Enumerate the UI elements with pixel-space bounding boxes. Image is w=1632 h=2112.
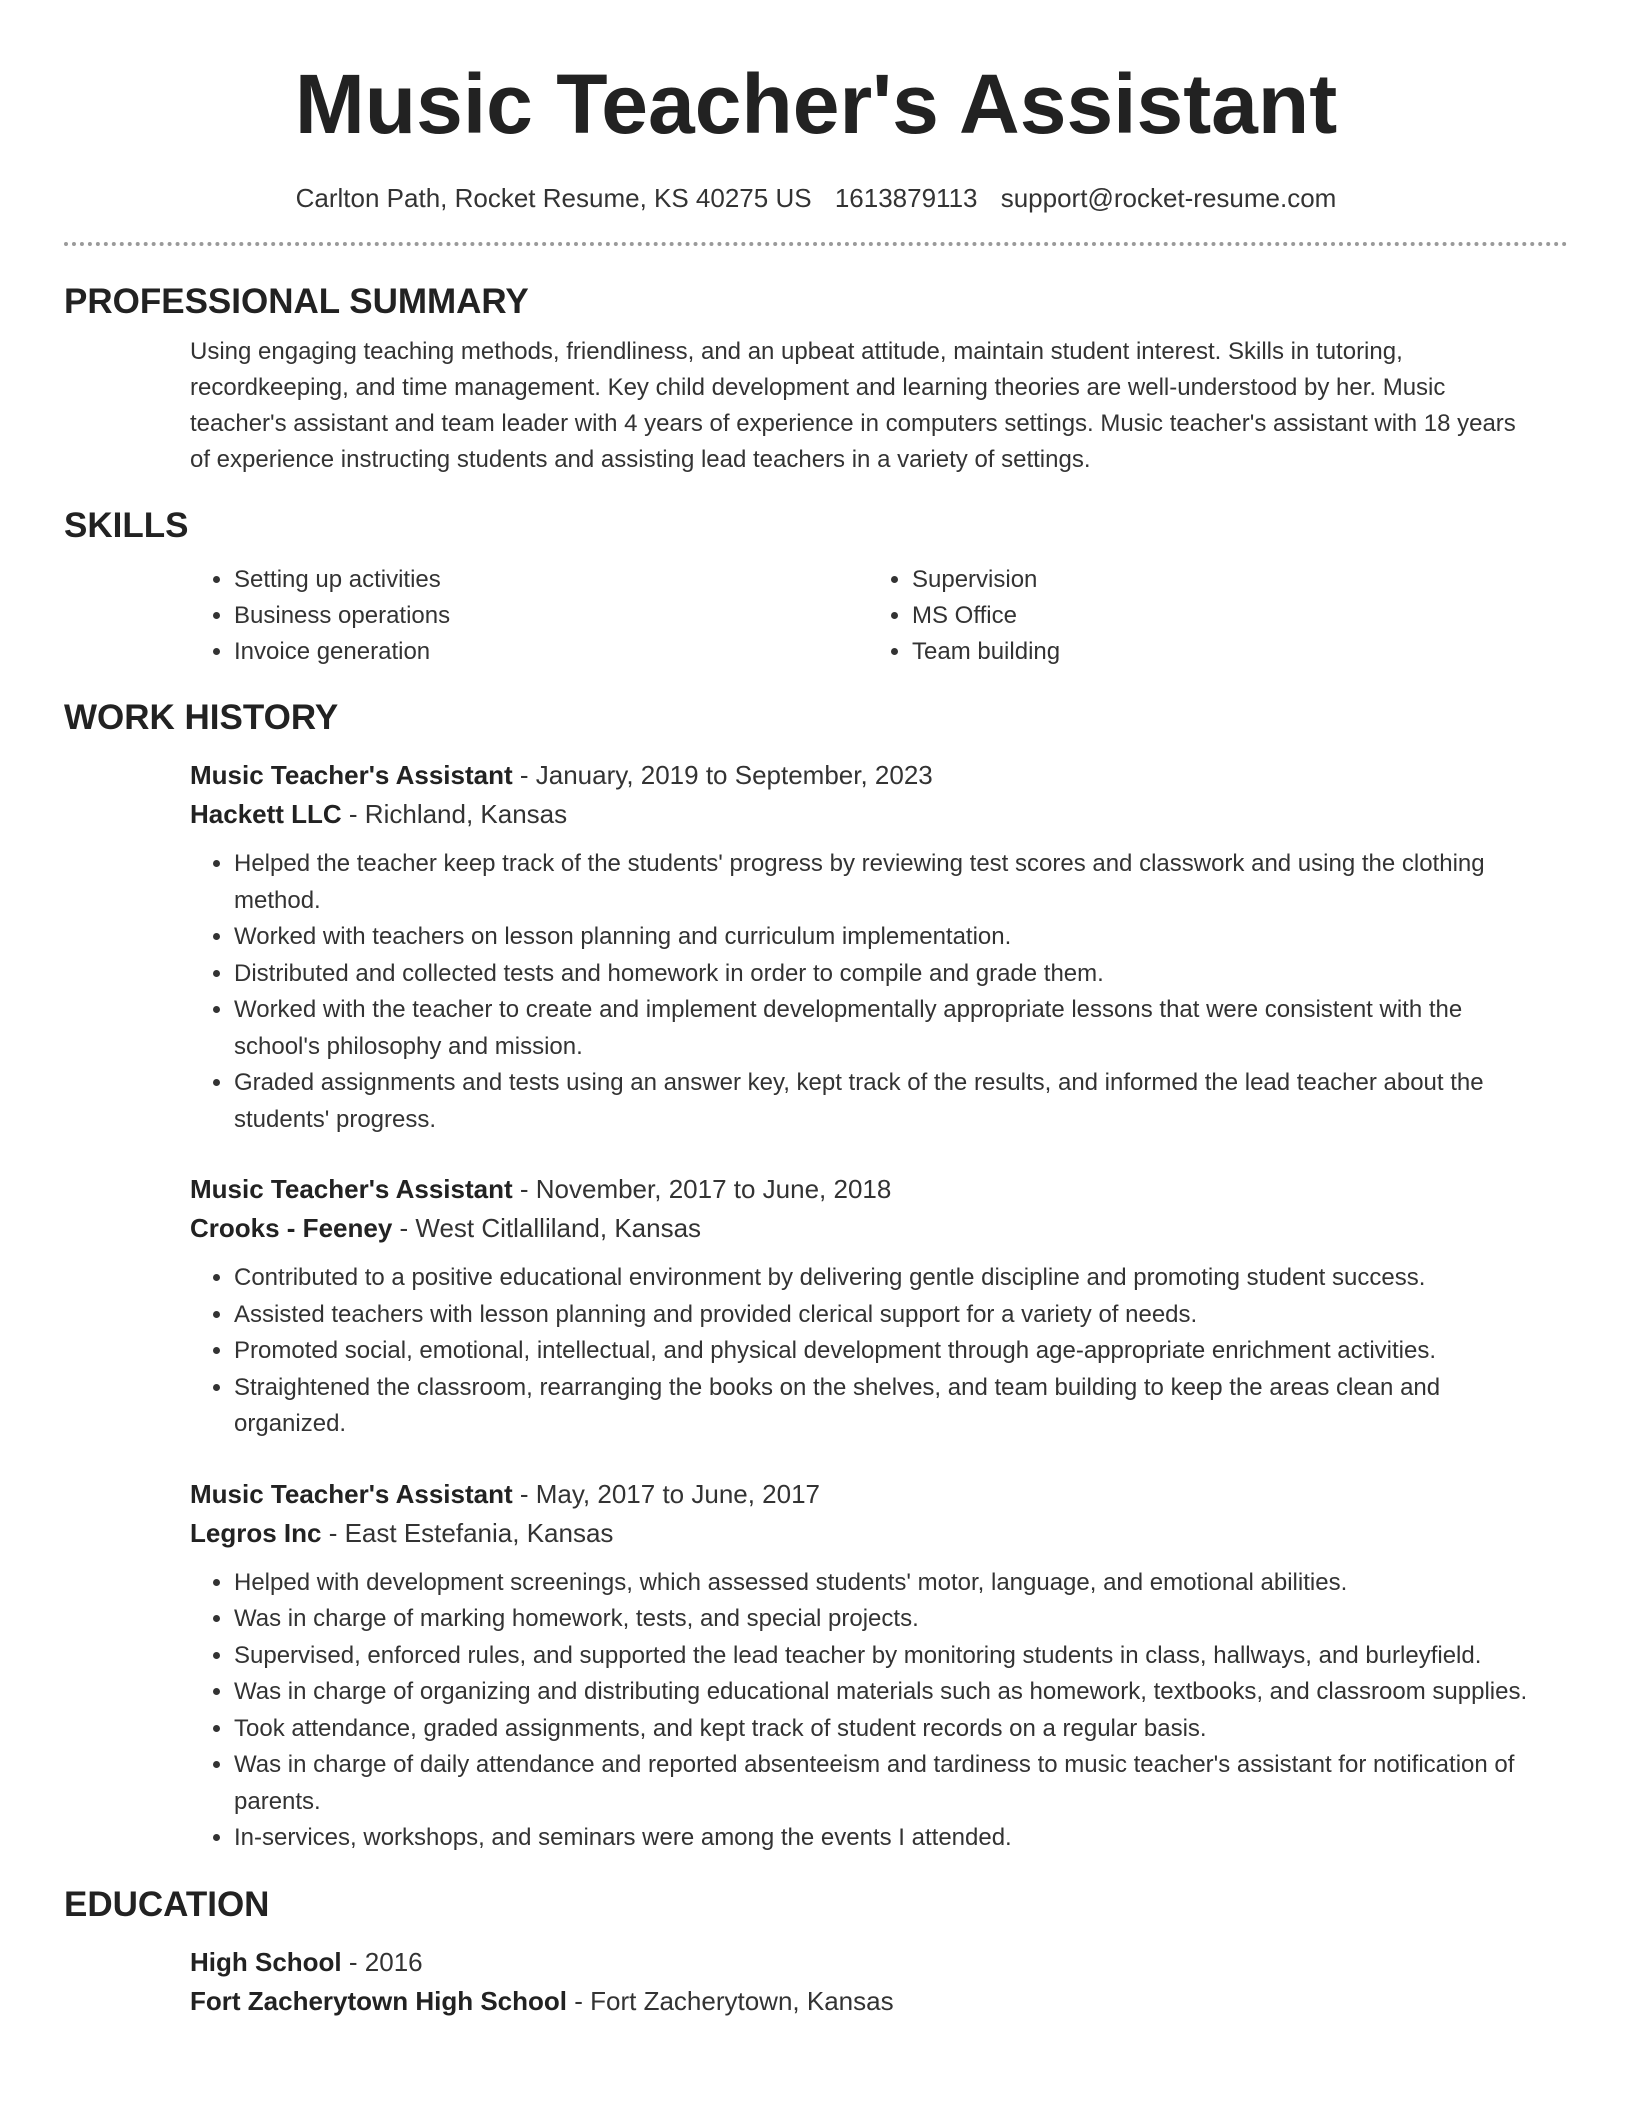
- job-bullet: • In-services, workshops, and seminars were among the events I attended.: [234, 1820, 1568, 1857]
- job-company: Crooks - Feeney: [190, 1213, 393, 1243]
- contact-phone: 1613879113: [834, 183, 978, 213]
- summary-text: Using engaging teaching methods, friendliness, and an upbeat attitude, maintain student interest. Skills in tutoring, recordkeeping, and time management. Key child development and learning theories are well-understood by her. Music teacher's assistant and team leader with 4 years of experience in computers settings. Music teacher's assistant with 18 years of experience instructing students and assisting lead teachers in a variety of settings.: [190, 338, 1516, 473]
- job-bullet: • Was in charge of daily attendance and reported absenteeism and tardiness to music teacher's assistant for notification of parents.: [234, 1747, 1568, 1820]
- skill-item: • Business operations: [234, 598, 868, 634]
- job-bullet: • Helped the teacher keep track of the students' progress by reviewing test scores and classwork and using the clothing method.: [234, 846, 1568, 919]
- job-bullets: [190, 846, 1568, 1138]
- summary-heading: PROFESSIONAL SUMMARY: [64, 282, 529, 321]
- skills-heading: SKILLS: [64, 506, 189, 545]
- job-bullet: • Was in charge of organizing and distributing educational materials such as homework, textbooks, and classroom supplies.: [234, 1674, 1568, 1711]
- job-bullet: • Distributed and collected tests and homework in order to compile and grade them.: [234, 956, 1568, 993]
- work-history-heading: WORK HISTORY: [64, 698, 339, 737]
- skill-item: • Invoice generation: [234, 634, 868, 670]
- job-title-line: [190, 1475, 1568, 1514]
- education-entry: [190, 1943, 1568, 2021]
- skills-column-left: [190, 562, 868, 670]
- job-company-line: [190, 795, 1568, 834]
- education-year: - 2016: [341, 1946, 423, 1977]
- contact-line: [64, 180, 1568, 216]
- education-heading: EDUCATION: [64, 1884, 270, 1924]
- job-bullet: • Promoted social, emotional, intellectual, and physical development through age-appropriate enrichment activities.: [234, 1333, 1568, 1370]
- header-divider: [64, 242, 1568, 246]
- job-location: - Richland, Kansas: [341, 799, 568, 829]
- skills-column-right: [868, 562, 1546, 670]
- contact-email: support@rocket-resume.com: [1000, 183, 1337, 213]
- job-bullets: [190, 1565, 1568, 1857]
- job-bullet: • Contributed to a positive educational environment by delivering gentle discipline and promoting student success.: [234, 1260, 1568, 1297]
- job-role: Music Teacher's Assistant: [190, 1174, 513, 1204]
- education-degree: High School: [190, 1946, 342, 1977]
- job-bullet: • Supervised, enforced rules, and supported the lead teacher by monitoring students in class, hallways, and burleyfield.: [234, 1638, 1568, 1675]
- education-degree-line: [190, 1943, 1568, 1982]
- resume-page: [64, 0, 1568, 2021]
- skill-item: • MS Office: [912, 598, 1546, 634]
- job-bullet: • Was in charge of marking homework, tests, and special projects.: [234, 1601, 1568, 1638]
- job-role: Music Teacher's Assistant: [190, 760, 513, 790]
- job-bullet: • Straightened the classroom, rearranging the books on the shelves, and team building to keep the areas clean and organized.: [234, 1370, 1568, 1443]
- job-role: Music Teacher's Assistant: [190, 1478, 513, 1509]
- job-bullet: • Worked with the teacher to create and implement developmentally appropriate lessons that were consistent with the school's philosophy and mission.: [234, 992, 1568, 1065]
- job-location: - East Estefania, Kansas: [321, 1517, 614, 1548]
- job-bullet: • Graded assignments and tests using an answer key, kept track of the results, and informed the lead teacher about the students' progress.: [234, 1065, 1568, 1138]
- skill-item: • Team building: [912, 634, 1546, 670]
- job-entry: [190, 756, 1568, 1138]
- job-location: - West Citlalliland, Kansas: [392, 1213, 702, 1243]
- skills-list: [190, 562, 1568, 670]
- job-bullet: • Worked with teachers on lesson planning and curriculum implementation.: [234, 919, 1568, 956]
- candidate-name: Music Teacher's Assistant: [294, 57, 1338, 151]
- job-title-line: [190, 1170, 1568, 1209]
- skill-item: • Supervision: [912, 562, 1546, 598]
- job-company-line: [190, 1209, 1568, 1248]
- job-company-line: [190, 1514, 1568, 1553]
- contact-address: Carlton Path, Rocket Resume, KS 40275 US: [295, 183, 812, 213]
- education-school-line: [190, 1982, 1568, 2021]
- job-entry: [190, 1170, 1568, 1443]
- education-school: Fort Zacherytown High School: [190, 1985, 568, 2016]
- education-location: - Fort Zacherytown, Kansas: [567, 1985, 894, 2016]
- job-company: Hackett LLC: [190, 799, 342, 829]
- job-dates: - January, 2019 to September, 2023: [512, 760, 933, 790]
- job-bullets: [190, 1260, 1568, 1443]
- job-bullet: • Helped with development screenings, which assessed students' motor, language, and emotional abilities.: [234, 1565, 1568, 1602]
- job-bullet: • Assisted teachers with lesson planning and provided clerical support for a variety of needs.: [234, 1297, 1568, 1334]
- job-dates: - May, 2017 to June, 2017: [512, 1478, 821, 1509]
- job-entry: [190, 1475, 1568, 1857]
- job-title-line: [190, 756, 1568, 795]
- job-bullet: • Took attendance, graded assignments, and kept track of student records on a regular basis.: [234, 1711, 1568, 1748]
- job-company: Legros Inc: [190, 1517, 322, 1548]
- skill-item: • Setting up activities: [234, 562, 868, 598]
- job-dates: - November, 2017 to June, 2018: [512, 1174, 892, 1204]
